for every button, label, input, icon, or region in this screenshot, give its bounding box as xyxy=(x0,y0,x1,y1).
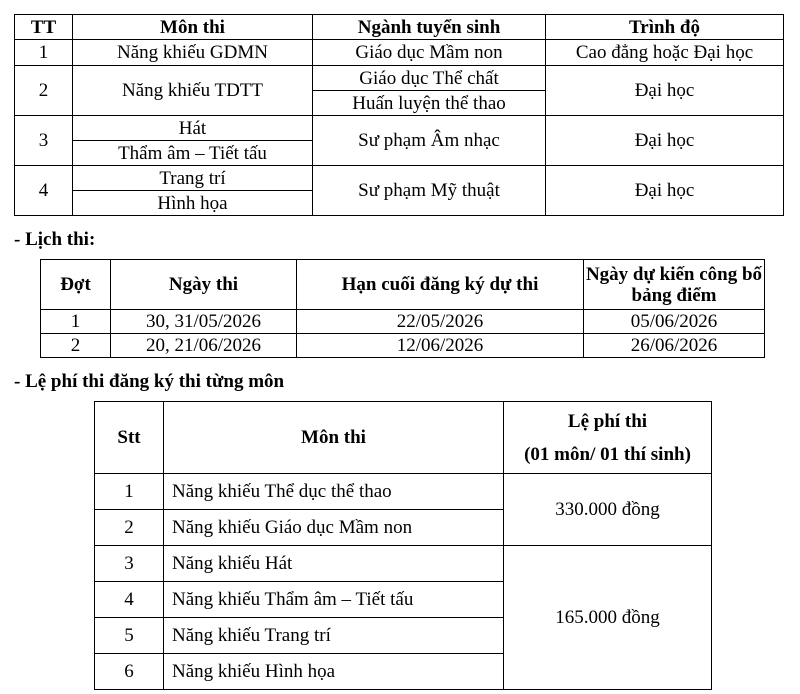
schedule-header-cong-bo: Ngày dự kiến công bố bảng điểm xyxy=(584,260,765,310)
row4-subject-1: Trang trí xyxy=(73,166,313,191)
row4-level: Đại học xyxy=(546,166,784,216)
schedule-row1-ngay-thi: 30, 31/05/2026 xyxy=(111,310,297,334)
schedule-header-ngay-thi: Ngày thi xyxy=(111,260,297,310)
row1-subject: Năng khiếu GDMN xyxy=(73,40,313,66)
row4-major: Sư phạm Mỹ thuật xyxy=(313,166,546,216)
fees-row4-mon: Năng khiếu Thẩm âm – Tiết tấu xyxy=(164,582,504,618)
fees-header-line1: Lệ phí thi xyxy=(567,410,648,432)
fees-header-line2: (01 môn/ 01 thí sinh) xyxy=(524,443,691,465)
row4-subject-2: Hình họa xyxy=(73,191,313,216)
schedule-table xyxy=(40,259,765,358)
header-tt: TT xyxy=(15,15,73,40)
schedule-row2-dot: 2 xyxy=(41,334,111,358)
fees-header-stt: Stt xyxy=(95,402,164,474)
schedule-header-han-cuoi: Hạn cuối đăng ký dự thi xyxy=(297,260,584,310)
fees-row1-mon: Năng khiếu Thể dục thể thao xyxy=(164,474,504,510)
schedule-row1-cong-bo: 05/06/2026 xyxy=(584,310,765,334)
schedule-header-dot: Đợt xyxy=(41,260,111,310)
row2-subject: Năng khiếu TDTT xyxy=(73,66,313,116)
row2-major-2: Huấn luyện thể thao xyxy=(313,91,546,116)
fee-group-1: 330.000 đồng xyxy=(504,474,712,546)
row3-subject-1: Hát xyxy=(73,116,313,141)
schedule-row1-dot: 1 xyxy=(41,310,111,334)
header-trinh-do: Trình độ xyxy=(546,15,784,40)
row2-major-1: Giáo dục Thể chất xyxy=(313,66,546,91)
fees-row2-stt: 2 xyxy=(95,510,164,546)
fees-row1-stt: 1 xyxy=(95,474,164,510)
row2-tt: 2 xyxy=(15,66,73,116)
fees-row5-stt: 5 xyxy=(95,618,164,654)
fees-row6-stt: 6 xyxy=(95,654,164,690)
fees-row6-mon: Năng khiếu Hình họa xyxy=(164,654,504,690)
row3-major: Sư phạm Âm nhạc xyxy=(313,116,546,166)
subjects-table xyxy=(14,14,784,216)
fee-group-2: 165.000 đồng xyxy=(504,546,712,690)
schedule-heading: - Lịch thi: xyxy=(14,229,96,250)
row3-level: Đại học xyxy=(546,116,784,166)
fees-header-le-phi xyxy=(504,402,712,474)
row1-major: Giáo dục Mầm non xyxy=(313,40,546,66)
schedule-row1-han-cuoi: 22/05/2026 xyxy=(297,310,584,334)
fees-row4-stt: 4 xyxy=(95,582,164,618)
row1-level: Cao đẳng hoặc Đại học xyxy=(546,40,784,66)
fees-row2-mon: Năng khiếu Giáo dục Mầm non xyxy=(164,510,504,546)
schedule-row2-cong-bo: 26/06/2026 xyxy=(584,334,765,358)
row1-tt: 1 xyxy=(15,40,73,66)
row3-tt: 3 xyxy=(15,116,73,166)
row3-subject-2: Thẩm âm – Tiết tấu xyxy=(73,141,313,166)
fees-header-mon-thi: Môn thi xyxy=(164,402,504,474)
fees-table xyxy=(94,401,712,690)
fees-row3-mon: Năng khiếu Hát xyxy=(164,546,504,582)
row2-level: Đại học xyxy=(546,66,784,116)
header-nganh: Ngành tuyển sinh xyxy=(313,15,546,40)
schedule-row2-ngay-thi: 20, 21/06/2026 xyxy=(111,334,297,358)
schedule-row2-han-cuoi: 12/06/2026 xyxy=(297,334,584,358)
row4-tt: 4 xyxy=(15,166,73,216)
fees-row3-stt: 3 xyxy=(95,546,164,582)
header-mon-thi: Môn thi xyxy=(73,15,313,40)
fees-row5-mon: Năng khiếu Trang trí xyxy=(164,618,504,654)
fees-heading: - Lệ phí thi đăng ký thi từng môn xyxy=(14,371,285,392)
